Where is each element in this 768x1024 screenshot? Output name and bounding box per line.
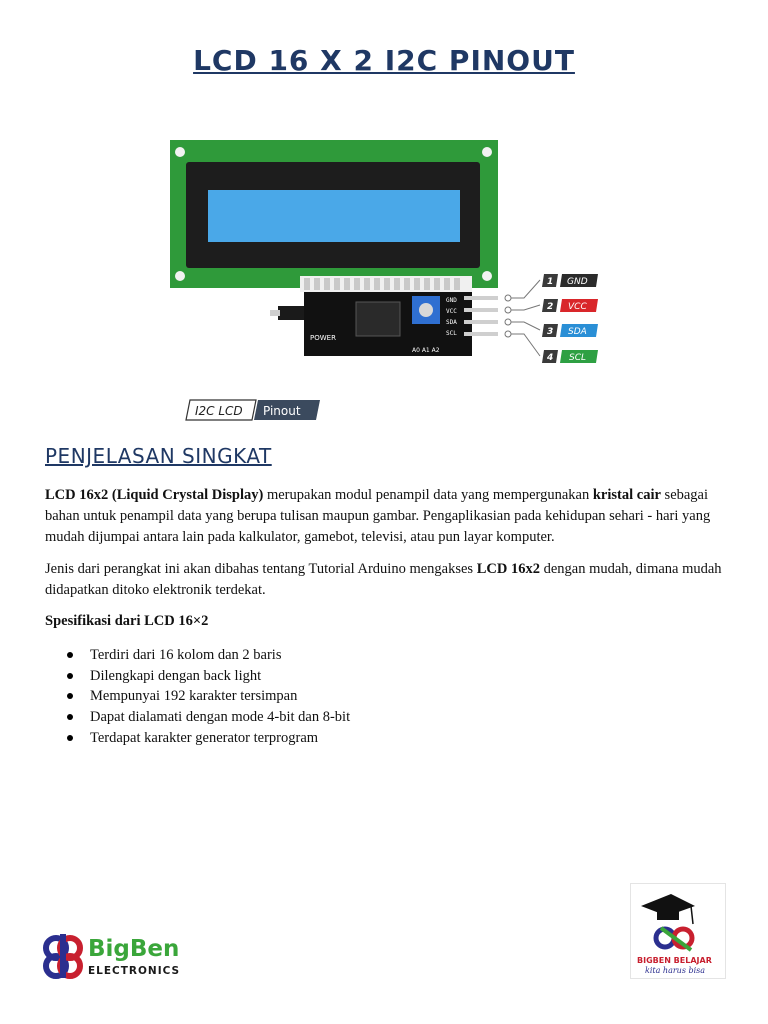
list-item: Dilengkapi dengan back light	[45, 666, 350, 687]
logo-right-line1: BIGBEN BELAJAR	[637, 956, 712, 965]
graduation-cap-icon	[641, 894, 695, 924]
figure-caption-left: I2C LCD	[195, 404, 243, 418]
backlight-jumper	[278, 306, 304, 320]
second-bold-term: LCD 16x2	[476, 561, 540, 577]
mount-hole	[482, 147, 492, 157]
logo-right-line2: kita harus bisa	[645, 966, 706, 975]
list-item: Mempunyai 192 karakter tersimpan	[45, 686, 350, 707]
header-label-sda: SDA	[446, 319, 457, 326]
page-title: LCD 16 X 2 I2C PINOUT	[193, 44, 575, 77]
intro-bold-lead: LCD 16x2 (Liquid Crystal Display)	[45, 487, 264, 503]
spec-list	[45, 645, 350, 749]
backlight-jumper-pin	[270, 310, 280, 316]
trim-potentiometer-knob	[419, 303, 433, 317]
header-label-scl: SCL	[446, 330, 457, 337]
address-label: A0 A1 A2	[412, 347, 440, 354]
list-item: Terdapat karakter generator terprogram	[45, 728, 350, 749]
svg-text:3: 3	[547, 327, 554, 337]
lcd-screen	[208, 190, 460, 242]
bigben-belajar-logo	[630, 883, 726, 979]
lcd-pin-header	[300, 276, 472, 292]
pin-tag-gnd	[542, 274, 598, 287]
second-paragraph	[45, 559, 725, 601]
mount-hole	[482, 271, 492, 281]
svg-text:4: 4	[547, 353, 554, 363]
mount-hole	[175, 271, 185, 281]
list-item: Terdiri dari 16 kolom dan 2 baris	[45, 645, 350, 666]
pin-tag-scl	[542, 350, 598, 363]
mount-hole	[175, 147, 185, 157]
second-text-b: dengan mudah, dimana mudah didapatkan ditoko elektronik terdekat.	[45, 561, 722, 598]
power-label: POWER	[310, 334, 336, 342]
pin-leader-dots	[505, 295, 511, 337]
figure-caption	[186, 400, 320, 420]
logo-left-line2: ELECTRONICS	[88, 965, 181, 977]
header-label-vcc: VCC	[446, 308, 457, 315]
intro-paragraph	[45, 485, 725, 548]
header-label-gnd: GND	[446, 297, 457, 304]
figure-caption-right: Pinout	[263, 404, 301, 418]
pin-tag-sda	[542, 324, 598, 337]
backpack-chip	[356, 302, 400, 336]
svg-text:VCC: VCC	[568, 302, 587, 312]
svg-text:2: 2	[547, 302, 554, 312]
bigben-mark-icon	[46, 934, 80, 978]
second-text-a: Jenis dari perangkat ini akan dibahas tentang Tutorial Arduino mengakses	[45, 561, 477, 577]
svg-text:SCL: SCL	[569, 353, 587, 363]
intro-text-b: sebagai bahan untuk penampil data yang berupa tulisan maupun gambar. Pengaplikasian pada kehidupan sehari - hari yang mudah dijumpai antara lain pada kalkulator, gamebot, televisi, atau pun layar komputer.	[45, 487, 711, 545]
svg-text:SDA: SDA	[568, 327, 587, 337]
svg-text:1: 1	[547, 277, 554, 287]
pin-leader-lines	[508, 280, 540, 356]
intro-bold-term: kristal cair	[592, 487, 661, 503]
list-item: Dapat dialamati dengan mode 4-bit dan 8-bit	[45, 707, 350, 728]
logo-left-line1: BigBen	[88, 936, 180, 962]
lcd-i2c-pinout-figure	[168, 136, 608, 426]
spec-title: Spesifikasi dari LCD 16×2	[45, 613, 209, 629]
svg-text:GND: GND	[567, 277, 588, 287]
bigben-electronics-logo	[42, 924, 202, 984]
pin-tag-vcc	[542, 299, 598, 312]
intro-text-a: merupakan modul penampil data yang mempergunakan	[263, 487, 593, 503]
section-heading: PENJELASAN SINGKAT	[45, 444, 272, 468]
belajar-mark-icon	[656, 928, 692, 950]
